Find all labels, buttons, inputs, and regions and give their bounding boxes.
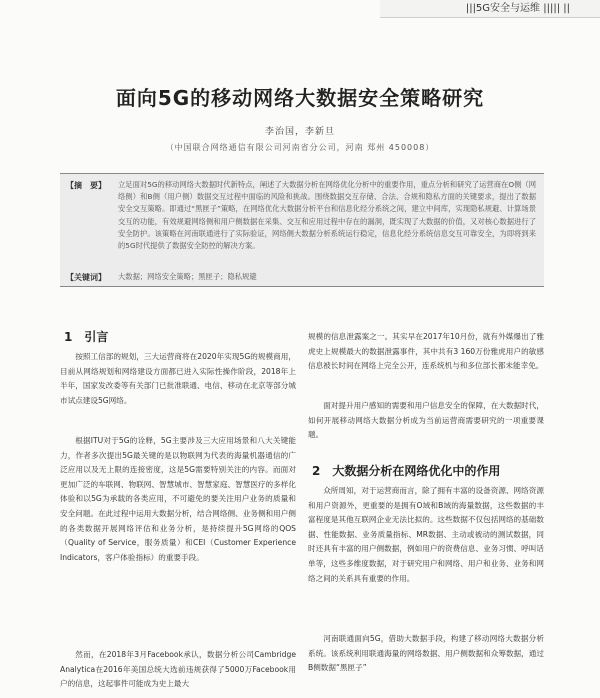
- abstract-label: 【摘 要】: [66, 181, 106, 190]
- keywords-label: 【关键词】: [66, 273, 106, 282]
- paragraph: 面对提升用户感知的需要和用户信息安全的保障，在大数据时代，如何开展移动网络大数据分析成为当前运营商需要研究的一项重要课题。: [308, 401, 544, 440]
- affiliation: （中国联合网络通信有限公司河南省分公司，河南 郑州 450008）: [165, 143, 435, 152]
- paragraph: 河南联通面向5G，借助大数据手段，构建了移动网络大数据分析系统。该系统利用联通海量的网络数据、用户侧数据和众筹数据，通过B侧数据“黑匣子”: [308, 634, 544, 673]
- abstract-text: 立足面对5G的移动网络大数据时代新特点，阐述了大数据分析在网络优化分析中的重要作用，重点分析和研究了运营商在O侧（网络侧）和B侧（用户侧）数据交互过程中面临的风险和挑战。围绕数据交互存储、合法、合规和隐私方面的关键要求，提出了数据安全交互策略。即通过“黑匣子”策略，在网络优化大数据分析平台和信息化经分系统之间，建立中间库，实现隐私规避、计算场景交互的功能，有效规避网络侧和用户侧数据在采集、交互和应用过程中存在的漏洞，既实现了大数据的价值，又对核心数据进行了安全防护。该策略在河南联通进行了实际验证，网络侧大数据分析系统运行稳定，信息化经分系统信息交互可靠安全，为即将到来的5G时代提供了数据安全防控的解决方案。: [118, 180, 536, 251]
- running-head: |||5G安全与运维 ||||| ||: [380, 0, 600, 18]
- paragraph: 根据ITU对于5G的诠释，5G主要涉及三大应用场景和八大关键能力，作者多次提出5G最关键的是以物联网为代表的海量机器通信的广泛应用以及无上限的连接密度，这是5G需要特别关注的内容。而面对更加广泛的车联网、物联网、智慧城市、智慧家庭、智慧医疗的多样化体验和以5G为承载的各类应用，不可避免的要关注用户业务的质量和安全问题。在此过程中运用大数据分析，结合网络侧、业务侧和用户侧的各类数据开展网络评估和业务分析，是持续提升5G网络的QOS（Quality of Service，服务质量）和CEI（Customer Experience Indicators，客户体验指标）的重要手段。: [60, 436, 296, 562]
- authors: 李治国，李新旦: [264, 127, 335, 137]
- paragraph: 按照工信部的规划，三大运营商将在2020年实现5G的规模商用，目前从网络规划和网络建设方面都已进入实际性操作阶段，2018年上半年，国家发改委等有关部门已批准联通、电信、移动在北京等部分城市试点建设5G网络。: [60, 352, 296, 405]
- section-heading-bigdata: 2 大数据分析在网络优化中的作用: [312, 464, 501, 478]
- paragraph: 然而，在2018年3月Facebook承认，数据分析公司Cambridge Analytica在2016年美国总统大选前违规获得了5000万Facebook用户的信息，这起事件可能成为史上最大: [60, 650, 296, 689]
- paper-title: 面向5G的移动网络大数据安全策略研究: [115, 86, 485, 110]
- section-heading-intro: 1 引言: [64, 330, 109, 344]
- paragraph: 规模的信息泄露案之一。其实早在2017年10月份，就有外媒爆出了雅虎史上规模最大的数据泄露事件，其中共有3 160万份雅虎用户的敏感信息被长时间在网络上完全公开，连系统机与和多位部长都未能幸免。: [308, 332, 544, 371]
- paragraph: 众所周知，对于运营商而言，除了拥有丰富的设备资源、网络资源和用户资源外，更重要的是拥有O域和B域的海量数据，这些数据的丰富程度是其他互联网企业无法比拟的。这些数据不仅包括网络的基础数据、性能数据、业务质量指标、MR数据、主动或被动的测试数据，同时还具有丰富的用户侧数据，例如用户的资费信息、业务习惯、呼叫话单等，这些多维度数据，对于研究用户和网络、用户和业务、业务和网络之间的关系具有重要的作用。: [308, 486, 544, 583]
- abstract-box: [60, 173, 544, 287]
- keywords-text: 大数据；网络安全策略；黑匣子；隐私规避: [118, 272, 257, 281]
